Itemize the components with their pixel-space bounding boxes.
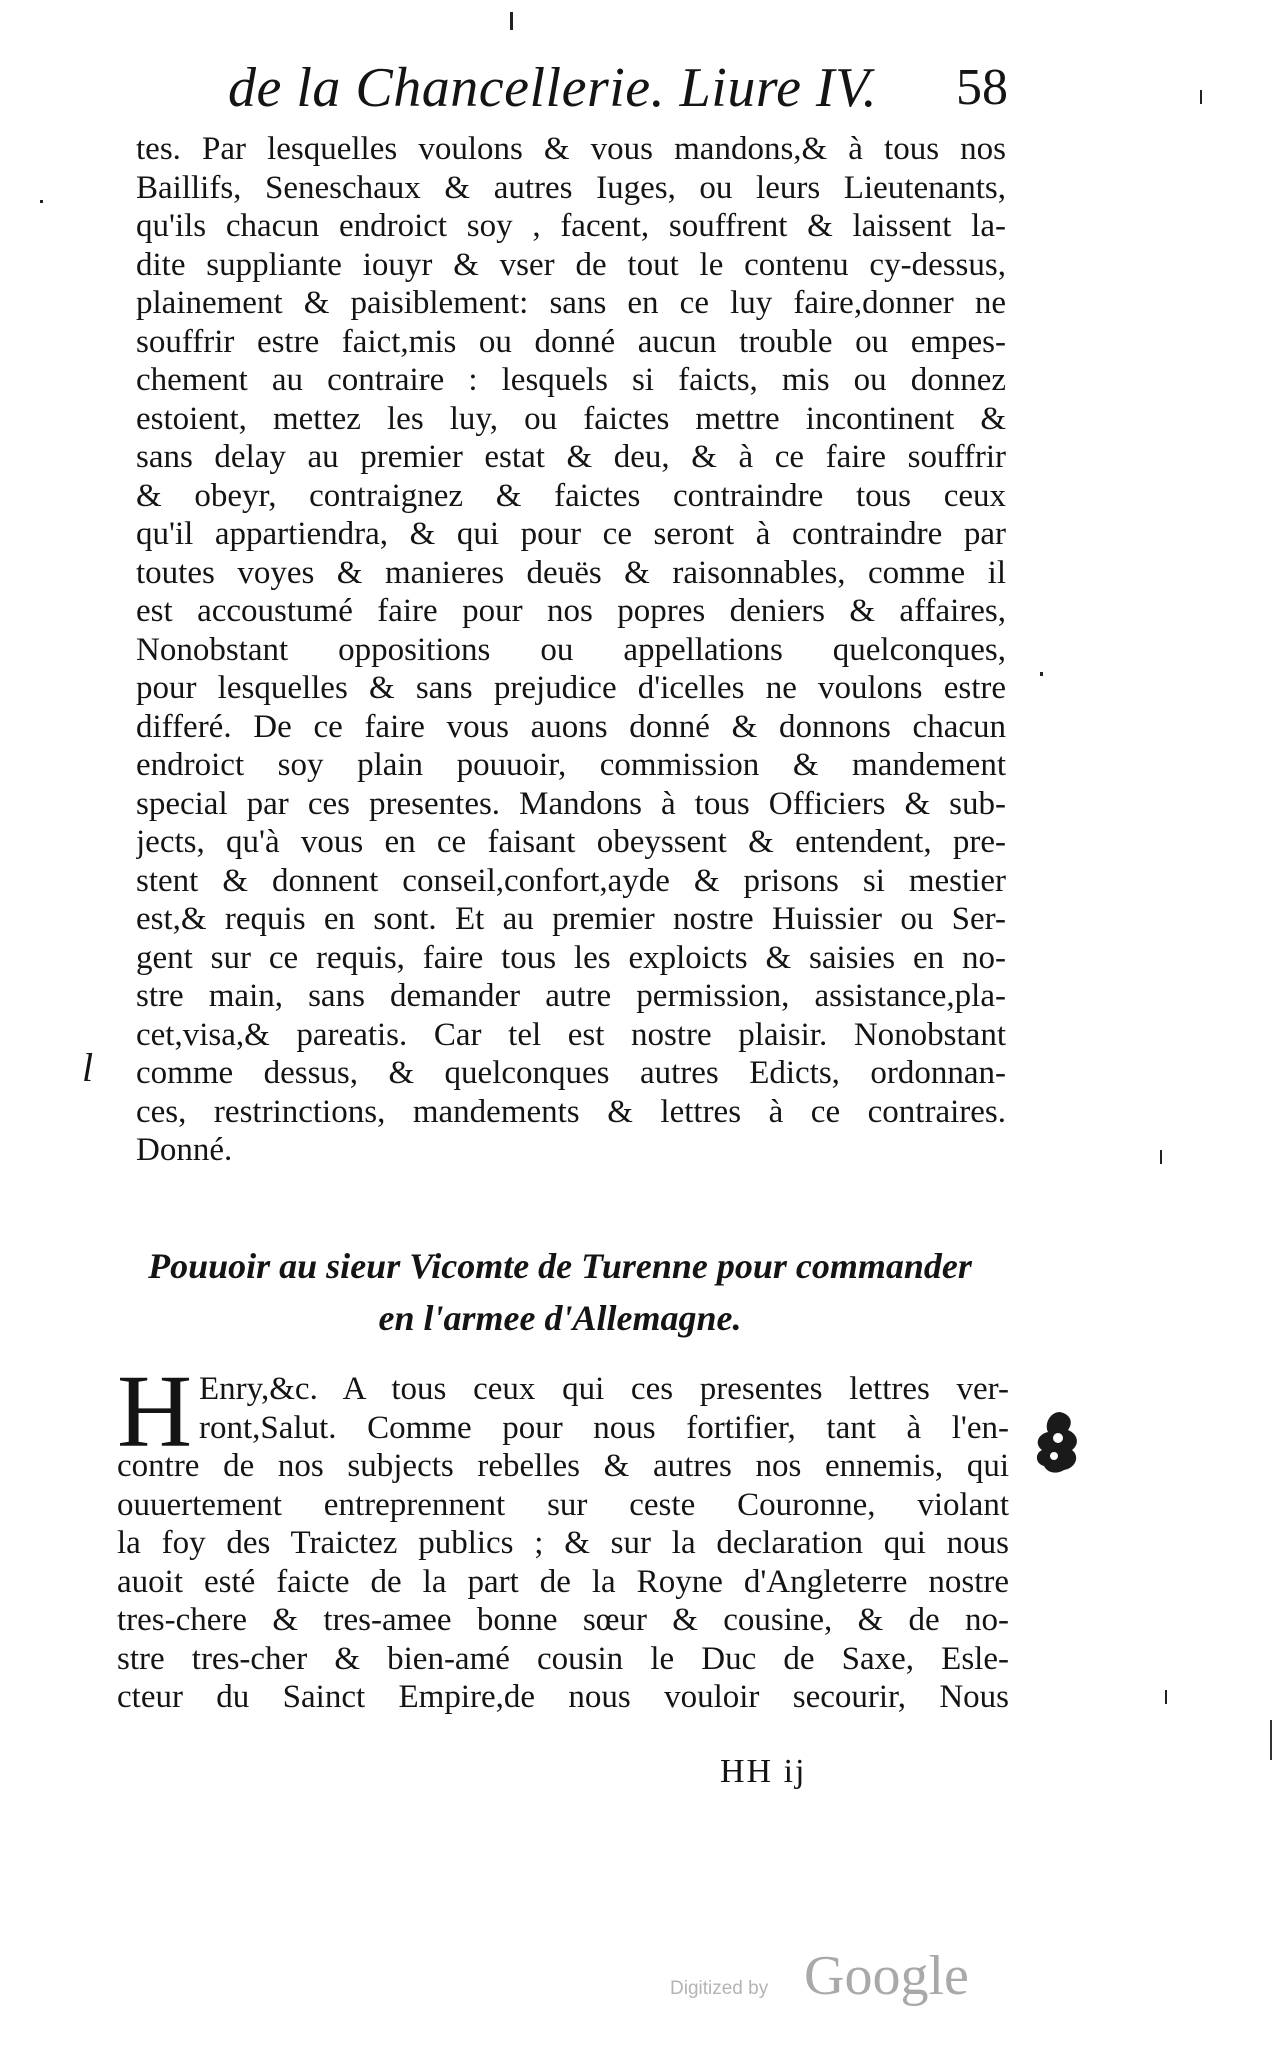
text-line: auoit esté faicte de la part de la Royne d'Angleterre nostre [117, 1563, 1009, 1600]
text-line: qu'il appartiendra, & qui pour ce seront à contraindre par [136, 516, 1006, 552]
text-line: cteur du Sainct Empire,de nous vouloir secourir, Nous [117, 1679, 1009, 1715]
text-line: Enry,&c. A tous ceux qui ces presentes lettres ver- [199, 1371, 1009, 1407]
ink-speck [40, 200, 43, 203]
watermark-caption: Digitized by [670, 1978, 769, 1999]
text-line: qu'ils chacun endroict soy , facent, souffrent & laissent la- [136, 208, 1006, 244]
ink-speck [1160, 1150, 1162, 1164]
text-line: chement au contraire : lesquels si faicts, mis ou donnez [136, 362, 1006, 398]
text-line: souffrir estre faict,mis ou donné aucun trouble ou empes- [136, 323, 1006, 360]
text-line: contre de nos subjects rebelles & autres nos ennemis, qui [117, 1448, 1009, 1484]
text-line: sans delay au premier estat & deu, & à ce faire souffrir [136, 439, 1006, 475]
text-line: stre main, sans demander autre permission, assistance,pla- [136, 978, 1006, 1014]
text-line: pour lesquelles & sans prejudice d'icelles ne voulons estre [136, 670, 1006, 706]
text-line: toutes voyes & manieres deuës & raisonnables, comme il [136, 554, 1006, 591]
ink-blot-ornament [1030, 1408, 1086, 1478]
text-line: Donné. [136, 1132, 233, 1168]
text-line: tes. Par lesquelles voulons & vous mandons,& à tous nos [136, 131, 1006, 167]
text-line: estoient, mettez les luy, ou faictes mettre incontinent & [136, 400, 1006, 437]
text-line: jects, qu'à vous en ce faisant obeyssent & entendent, pre- [136, 824, 1006, 860]
running-title: de la Chancellerie. Liure IV. [228, 57, 878, 119]
letter-text-block [117, 1354, 1009, 1717]
text-line: gent sur ce requis, faire tous les exploicts & saisies en no- [136, 939, 1006, 976]
text-line: Baillifs, Seneschaux & autres Iuges, ou leurs Lieutenants, [136, 169, 1006, 206]
text-line: & obeyr, contraignez & faictes contraindre tous ceux [136, 477, 1006, 514]
text-line: special par ces presentes. Mandons à tous Officiers & sub- [136, 785, 1006, 822]
page-number: 58 [956, 59, 1008, 116]
heading-line: Pouuoir au sieur Vicomte de Turenne pour commander [148, 1246, 972, 1286]
text-line: tres-chere & tres-amee bonne sœur & cousine, & de no- [117, 1602, 1009, 1638]
ink-speck [1165, 1690, 1167, 1704]
body-text-block [136, 130, 1006, 1170]
digitized-watermark [670, 1945, 1010, 2010]
ink-speck [510, 12, 513, 30]
text-line: comme dessus, & quelconques autres Edicts, ordonnan- [136, 1055, 1006, 1091]
section-heading [120, 1240, 1000, 1344]
heading-line: en l'armee d'Allemagne. [378, 1298, 742, 1338]
text-line: dite suppliante iouyr & vser de tout le contenu cy-dessus, [136, 246, 1006, 283]
text-line: stent & donnent conseil,confort,ayde & prisons si mestier [136, 862, 1006, 899]
google-logo: Google [804, 1945, 969, 2007]
signature-mark: HH ij [720, 1753, 807, 1790]
text-line: cet,visa,& pareatis. Car tel est nostre plaisir. Nonobstant [136, 1016, 1006, 1053]
page-edge-mark [1270, 1720, 1272, 1760]
text-line: stre tres-cher & bien-amé cousin le Duc de Saxe, Esle- [117, 1640, 1009, 1677]
text-line: plainement & paisiblement: sans en ce luy faire,donner ne [136, 285, 1006, 321]
text-line: ces, restrinctions, mandements & lettres à ce contraires. [136, 1093, 1006, 1130]
ink-speck [1200, 90, 1202, 104]
text-line: ront,Salut. Comme pour nous fortifier, tant à l'en- [199, 1409, 1009, 1446]
text-line: la foy des Traictez publics ; & sur la declaration qui nous [117, 1525, 1009, 1561]
text-line: ouuertement entreprennent sur ceste Couronne, violant [117, 1486, 1009, 1523]
running-head [228, 52, 1008, 124]
text-line: endroict soy plain pouuoir, commission & mandement [136, 747, 1006, 783]
ink-speck [1040, 672, 1043, 676]
text-line: differé. De ce faire vous auons donné & donnons chacun [136, 708, 1006, 745]
text-line: est,& requis en sont. Et au premier nostre Huissier ou Ser- [136, 901, 1006, 937]
drop-capital: H [117, 1354, 193, 1469]
margin-mark: l [82, 1045, 94, 1090]
text-line: est accoustumé faire pour nos popres deniers & affaires, [136, 593, 1006, 629]
text-line: Nonobstant oppositions ou appellations quelconques, [136, 631, 1006, 668]
